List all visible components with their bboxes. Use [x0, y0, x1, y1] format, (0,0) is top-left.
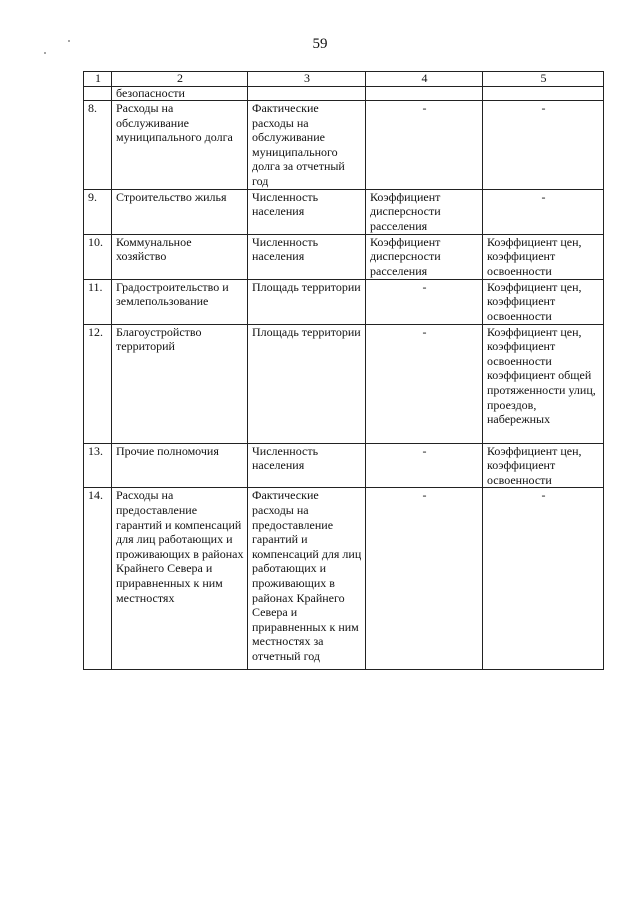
expense-name: Строительство жилья — [112, 189, 248, 234]
header-cell: 5 — [483, 72, 604, 87]
coefficient-b: - — [483, 101, 604, 190]
coefficient-b: - — [483, 189, 604, 234]
table-row — [84, 87, 604, 101]
indicator: Численность населения — [248, 443, 366, 488]
coefficient-a: Коэффициент дисперсности расселения — [366, 189, 483, 234]
row-number: 10. — [84, 234, 112, 279]
coefficient-a: - — [366, 488, 483, 670]
indicator — [248, 87, 366, 101]
table-row — [84, 324, 604, 443]
header-cell: 2 — [112, 72, 248, 87]
coefficient-a: Коэффициент дисперсности расселения — [366, 234, 483, 279]
row-number: 13. — [84, 443, 112, 488]
expense-name: Коммунальное хозяйство — [112, 234, 248, 279]
expense-name: Расходы на обслуживание муниципального долга — [112, 101, 248, 190]
row-number — [84, 87, 112, 101]
indicator: Численность населения — [248, 189, 366, 234]
row-number: 12. — [84, 324, 112, 443]
row-number: 11. — [84, 279, 112, 324]
expense-name: Расходы на предоставление гарантий и компенсаций для лиц работающих и проживающих в районах Крайнего Севера и приравненных к ним местностях — [112, 488, 248, 670]
row-number: 8. — [84, 101, 112, 190]
table-row — [84, 443, 604, 488]
table-row — [84, 488, 604, 670]
indicator: Площадь территории — [248, 279, 366, 324]
coefficient-a: - — [366, 101, 483, 190]
table-row — [84, 234, 604, 279]
coefficient-b: - — [483, 488, 604, 670]
table-row — [84, 279, 604, 324]
indicator: Численность населения — [248, 234, 366, 279]
header-cell: 4 — [366, 72, 483, 87]
expense-name: Градостроительство и землепользование — [112, 279, 248, 324]
row-number: 14. — [84, 488, 112, 670]
coefficient-a: - — [366, 279, 483, 324]
coefficient-b: Коэффициент цен, коэффициент освоенности — [483, 234, 604, 279]
coefficient-b: Коэффициент цен, коэффициент освоенности — [483, 443, 604, 488]
expense-name: Благоустройство территорий — [112, 324, 248, 443]
coefficient-a: - — [366, 324, 483, 443]
table-row — [84, 189, 604, 234]
row-number: 9. — [84, 189, 112, 234]
coefficient-b: Коэффициент цен, коэффициент освоенности — [483, 279, 604, 324]
header-cell: 1 — [84, 72, 112, 87]
indicator: Фактические расходы на предоставление гарантий и компенсаций для лиц работающих и проживающих в районах Крайнего Севера и приравненных к ним местностях за отчетный год — [248, 488, 366, 670]
expense-name: безопасности — [112, 87, 248, 101]
coefficient-a — [366, 87, 483, 101]
indicator: Площадь территории — [248, 324, 366, 443]
expense-name: Прочие полномочия — [112, 443, 248, 488]
page-number: 59 — [312, 36, 328, 52]
coefficient-b — [483, 87, 604, 101]
table-row — [84, 101, 604, 190]
coefficient-b: Коэффициент цен, коэффициент освоенности коэффициент общей протяженности улиц, проездов, набережных — [483, 324, 604, 443]
header-row — [84, 72, 604, 87]
header-cell: 3 — [248, 72, 366, 87]
scan-speck — [44, 52, 46, 54]
coefficients-table — [83, 71, 604, 670]
coefficient-a: - — [366, 443, 483, 488]
indicator: Фактические расходы на обслуживание муниципального долга за отчетный год — [248, 101, 366, 190]
scan-speck — [68, 40, 70, 42]
